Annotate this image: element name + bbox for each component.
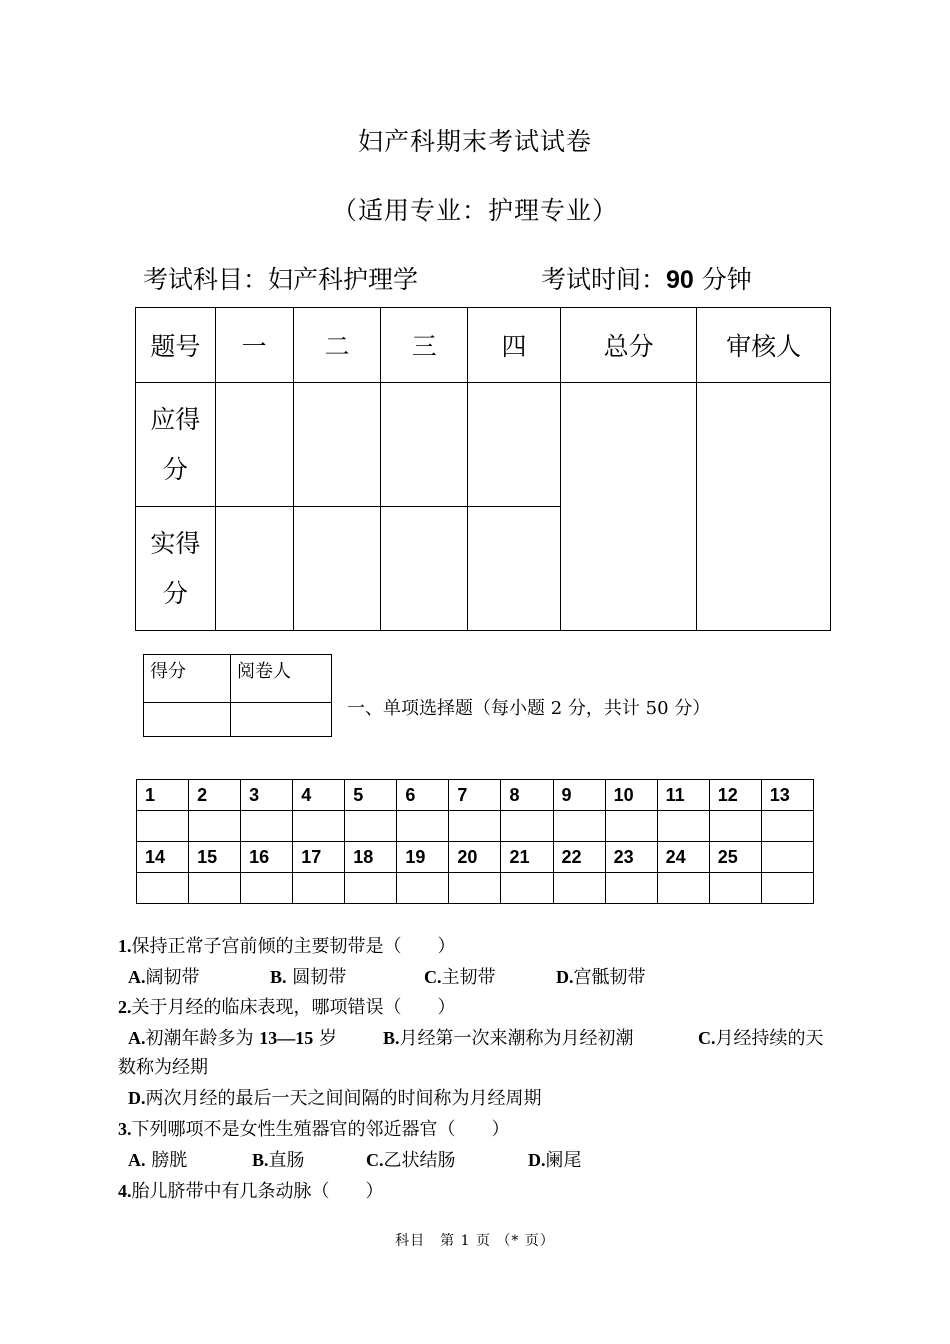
answer-grid-number: 10: [605, 780, 657, 811]
answer-grid-blank[interactable]: [553, 811, 605, 842]
answer-grid-blank[interactable]: [449, 811, 501, 842]
option-2d[interactable]: D.两次月经的最后一天之间间隔的时间称为月经周期: [128, 1088, 542, 1109]
row-label-expected: 应得 分: [136, 383, 216, 507]
total-score-cell[interactable]: [560, 383, 697, 631]
exam-time-label: 考试时间：: [541, 265, 667, 294]
score-cell[interactable]: [468, 383, 561, 507]
answer-grid: [136, 779, 814, 904]
answer-grid-number: 9: [553, 780, 605, 811]
answer-grid-number: 4: [293, 780, 345, 811]
score-header-cell: 审核人: [697, 308, 831, 383]
option-2c[interactable]: C.月经持续的天: [698, 1028, 824, 1049]
grader-reviewer-cell[interactable]: [231, 703, 332, 737]
question-number: 4.: [118, 1181, 132, 1201]
question-3: [118, 1114, 510, 1145]
option-3c[interactable]: C.乙状结肠: [366, 1150, 456, 1171]
answer-grid-number: 18: [345, 842, 397, 873]
option-1c[interactable]: C.主韧带: [424, 967, 496, 988]
answer-grid-blank[interactable]: [345, 811, 397, 842]
answer-grid-number: 25: [709, 842, 761, 873]
score-cell[interactable]: [293, 507, 381, 631]
option-1b[interactable]: B. 圆韧带: [270, 967, 347, 988]
answer-grid-number: 15: [189, 842, 241, 873]
answer-grid-blank[interactable]: [137, 811, 189, 842]
answer-grid-blank[interactable]: [605, 811, 657, 842]
answer-grid-blank[interactable]: [189, 811, 241, 842]
answer-grid-number: 11: [657, 780, 709, 811]
answer-grid-blank[interactable]: [345, 873, 397, 904]
score-cell[interactable]: [468, 507, 561, 631]
grader-score-cell[interactable]: [144, 703, 231, 737]
reviewer-cell[interactable]: [697, 383, 831, 631]
answer-grid-number: 17: [293, 842, 345, 873]
answer-grid-number: 3: [241, 780, 293, 811]
question-text: 下列哪项不是女性生殖器官的邻近器官（ ）: [131, 1119, 510, 1140]
answer-grid-number: 7: [449, 780, 501, 811]
answer-grid-blank[interactable]: [761, 811, 813, 842]
exam-time-value: 90: [666, 266, 694, 294]
question-number: 3.: [118, 1119, 132, 1139]
answer-grid-number: 16: [241, 842, 293, 873]
answer-grid-number: 1: [137, 780, 189, 811]
question-number: 1.: [118, 936, 132, 956]
answer-grid-blank[interactable]: [501, 811, 553, 842]
option-2a[interactable]: A.初潮年龄多为 13—15 岁: [128, 1028, 337, 1049]
score-header-cell: 四: [468, 308, 561, 383]
score-header-cell: 总分: [560, 308, 697, 383]
answer-grid-number: 24: [657, 842, 709, 873]
exam-time: [541, 260, 752, 296]
question-1: [118, 931, 456, 962]
answer-grid-blank[interactable]: [761, 873, 813, 904]
answer-grid-blank[interactable]: [553, 873, 605, 904]
answer-grid-number: 19: [397, 842, 449, 873]
exam-subject: 考试科目：妇产科护理学: [143, 265, 419, 294]
answer-grid-blank[interactable]: [657, 811, 709, 842]
score-cell[interactable]: [215, 383, 293, 507]
question-2: [118, 992, 456, 1023]
score-cell[interactable]: [381, 507, 468, 631]
score-cell[interactable]: [293, 383, 381, 507]
grader-reviewer-label: 阅卷人: [231, 655, 332, 703]
section-title: 一、单项选择题（每小题 2 分，共计 50 分）: [347, 698, 711, 719]
exam-subtitle: （适用专业：护理专业）: [331, 196, 618, 225]
answer-grid-number: [761, 842, 813, 873]
row-label-actual: 实得 分: [136, 507, 216, 631]
answer-grid-blank[interactable]: [397, 873, 449, 904]
question-text: 关于月经的临床表现，哪项错误（ ）: [131, 997, 456, 1018]
answer-grid-number: 13: [761, 780, 813, 811]
option-3b[interactable]: B.直肠: [252, 1150, 305, 1171]
answer-grid-blank[interactable]: [189, 873, 241, 904]
grader-box: [143, 654, 332, 737]
answer-grid-number: 5: [345, 780, 397, 811]
answer-grid-blank[interactable]: [241, 811, 293, 842]
answer-grid-blank[interactable]: [241, 873, 293, 904]
answer-grid-number: 20: [449, 842, 501, 873]
score-header-cell: 三: [381, 308, 468, 383]
exam-title: 妇产科期末考试试卷: [357, 127, 592, 156]
answer-grid-blank[interactable]: [137, 873, 189, 904]
answer-grid-blank[interactable]: [501, 873, 553, 904]
answer-grid-blank[interactable]: [397, 811, 449, 842]
option-2b[interactable]: B.月经第一次来潮称为月经初潮: [383, 1028, 634, 1049]
answer-grid-blank[interactable]: [293, 873, 345, 904]
answer-grid-blank[interactable]: [657, 873, 709, 904]
score-table: [135, 307, 831, 631]
answer-grid-number: 22: [553, 842, 605, 873]
answer-grid-blank[interactable]: [293, 811, 345, 842]
question-number: 2.: [118, 997, 132, 1017]
question-text: 保持正常子宫前倾的主要韧带是（ ）: [131, 936, 456, 957]
option-1a[interactable]: A.阔韧带: [128, 967, 200, 988]
question-4: [118, 1176, 384, 1207]
answer-grid-number: 21: [501, 842, 553, 873]
answer-grid-number: 23: [605, 842, 657, 873]
answer-grid-number: 8: [501, 780, 553, 811]
page-footer: 科目 第 1 页 （* 页）: [395, 1233, 555, 1249]
grader-score-label: 得分: [144, 655, 231, 703]
score-cell[interactable]: [381, 383, 468, 507]
question-text: 胎儿脐带中有几条动脉（ ）: [131, 1181, 384, 1202]
score-header-cell: 一: [215, 308, 293, 383]
exam-time-unit: 分钟: [701, 265, 752, 294]
answer-grid-blank[interactable]: [709, 811, 761, 842]
score-header-cell: 题号: [136, 308, 216, 383]
score-header-cell: 二: [293, 308, 381, 383]
option-1d[interactable]: D.宫骶韧带: [556, 967, 646, 988]
answer-grid-blank[interactable]: [605, 873, 657, 904]
answer-grid-number: 2: [189, 780, 241, 811]
answer-grid-number: 12: [709, 780, 761, 811]
answer-grid-blank[interactable]: [449, 873, 501, 904]
answer-grid-number: 6: [397, 780, 449, 811]
score-cell[interactable]: [215, 507, 293, 631]
option-2c-wrap: 数称为经期: [118, 1057, 208, 1078]
answer-grid-number: 14: [137, 842, 189, 873]
option-3a[interactable]: A. 膀胱: [128, 1150, 188, 1171]
option-3d[interactable]: D.阑尾: [528, 1150, 582, 1171]
answer-grid-blank[interactable]: [709, 873, 761, 904]
